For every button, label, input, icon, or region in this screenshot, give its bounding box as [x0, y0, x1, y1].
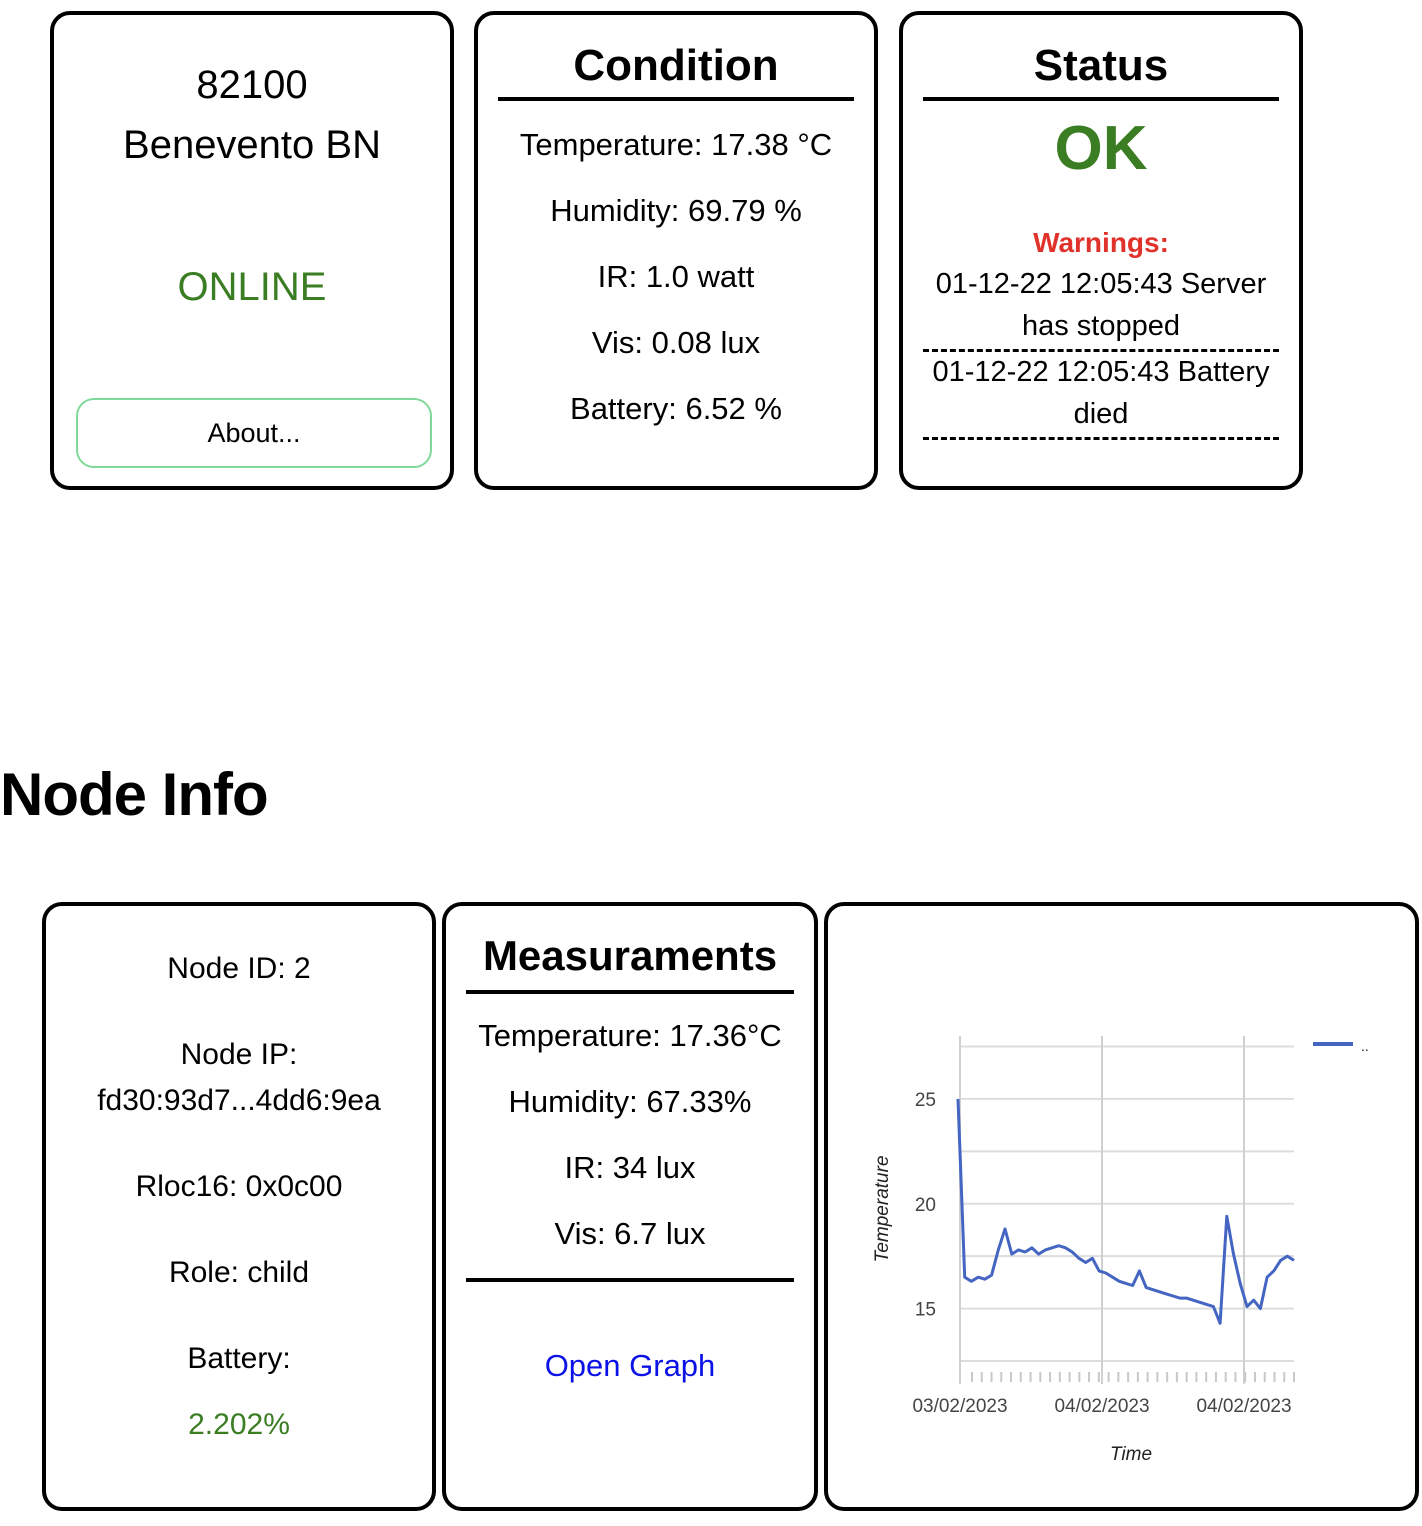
node-id: Node ID: 2	[167, 952, 311, 985]
about-button[interactable]: About...	[76, 398, 432, 468]
location-card	[50, 11, 454, 490]
node-info-heading: Node Info	[0, 761, 268, 828]
measurements-card	[442, 902, 818, 1511]
battery-label: Battery:	[187, 1342, 291, 1375]
condition-card	[474, 11, 878, 490]
measurements-title-rule	[466, 990, 794, 994]
warning-1-line1: 01-12-22 12:05:43 Server	[935, 268, 1267, 300]
warning-2-line2: died	[1073, 398, 1129, 430]
node-ip-label: Node IP:	[180, 1038, 298, 1071]
warning-divider	[923, 349, 1279, 352]
y-axis-label: Temperature	[872, 1155, 893, 1263]
condition-ir: IR: 1.0 watt	[597, 259, 755, 294]
measurements-bottom-rule	[466, 1278, 794, 1282]
node-info-card	[42, 902, 436, 1511]
condition-temperature: Temperature: 17.38 °C	[519, 127, 833, 162]
y-tick-label: 15	[914, 1299, 936, 1321]
meas-humidity: Humidity: 67.33%	[508, 1084, 752, 1119]
meas-vis: Vis: 6.7 lux	[554, 1216, 706, 1251]
condition-title-rule	[498, 97, 854, 101]
x-tick-label: 03/02/2023	[912, 1396, 1008, 1417]
meas-temperature: Temperature: 17.36°C	[478, 1018, 782, 1053]
y-tick-label: 20	[914, 1194, 936, 1216]
postcode: 82100	[196, 63, 308, 107]
rloc16: Rloc16: 0x0c00	[135, 1170, 343, 1203]
condition-humidity: Humidity: 69.79 %	[550, 193, 802, 228]
status-title-rule	[923, 97, 1279, 101]
x-tick-label: 04/02/2023	[1196, 1396, 1292, 1417]
x-tick-label: 04/02/2023	[1054, 1396, 1150, 1417]
chart-card	[824, 902, 1419, 1511]
open-graph-link[interactable]: Open Graph	[544, 1348, 716, 1383]
node-ip: fd30:93d7...4dd6:9ea	[97, 1084, 381, 1117]
warning-1-line2: has stopped	[1021, 310, 1180, 342]
status-title: Status	[1033, 41, 1169, 90]
online-status: ONLINE	[177, 265, 327, 309]
condition-title: Condition	[573, 41, 779, 90]
temperature-chart	[828, 906, 1415, 1507]
role: Role: child	[168, 1256, 310, 1289]
warning-divider	[923, 437, 1279, 440]
status-card	[899, 11, 1303, 490]
condition-vis: Vis: 0.08 lux	[591, 325, 761, 360]
battery-value: 2.202%	[188, 1408, 290, 1441]
legend-label: ..	[1361, 1038, 1369, 1054]
measurements-title: Measuraments	[482, 932, 778, 979]
y-tick-label: 25	[914, 1089, 936, 1111]
city-name: Benevento BN	[123, 123, 381, 167]
x-axis-label: Time	[1109, 1444, 1153, 1465]
condition-battery: Battery: 6.52 %	[570, 391, 782, 426]
status-ok: OK	[1054, 114, 1148, 183]
warnings-label: Warnings:	[1033, 227, 1169, 258]
warning-2-line1: 01-12-22 12:05:43 Battery	[932, 356, 1270, 388]
meas-ir: IR: 34 lux	[564, 1150, 696, 1185]
